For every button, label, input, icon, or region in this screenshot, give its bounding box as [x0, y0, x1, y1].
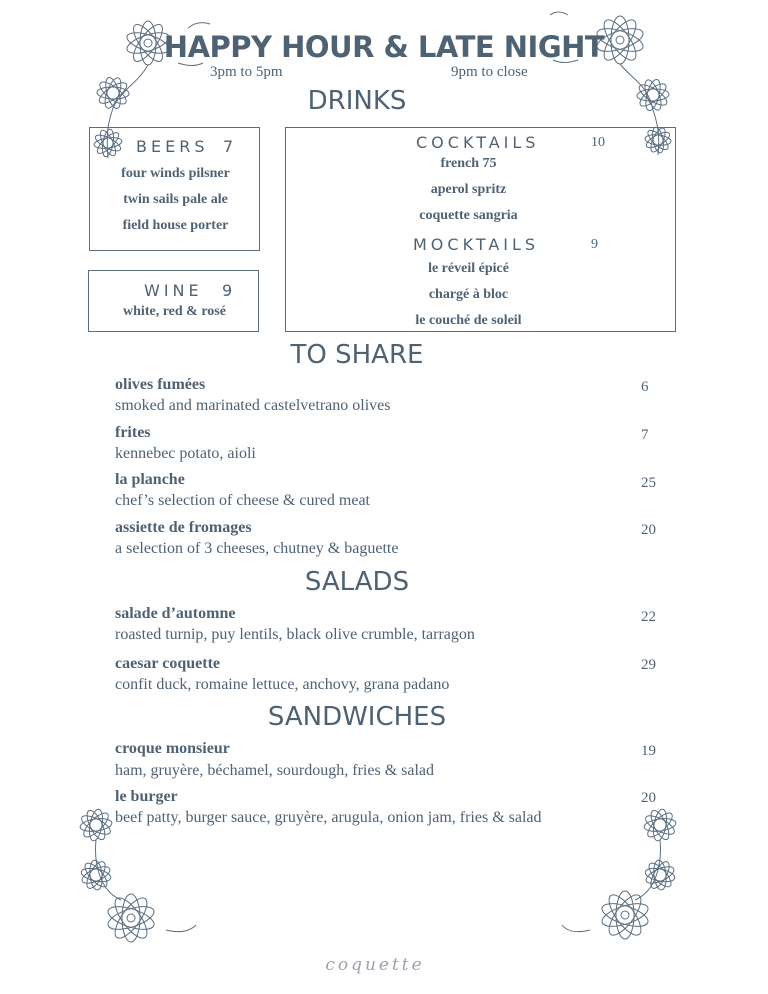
- menu-item-price: 20: [641, 790, 656, 806]
- menu-item-name: salade d’automne: [115, 605, 236, 622]
- menu-item-desc: smoked and marinated castelvetrano olives: [115, 397, 391, 414]
- menu-item-desc: beef patty, burger sauce, gruyère, arugula, onion jam, fries & salad: [115, 809, 542, 826]
- menu-item-price: 25: [641, 475, 656, 491]
- mocktails-label: MOCKTAILS: [413, 235, 540, 254]
- menu-item-name: croque monsieur: [115, 740, 230, 757]
- menu-item-price: 22: [641, 609, 656, 625]
- menu-title: HAPPY HOUR & LATE NIGHT: [163, 30, 605, 64]
- drinks-heading: DRINKS: [307, 86, 407, 116]
- mocktails-price: 9: [591, 237, 598, 252]
- menu-item-desc: kennebec potato, aioli: [115, 445, 256, 462]
- brand-logo: coquette: [325, 955, 425, 975]
- salads-heading: SALADS: [304, 567, 410, 597]
- menu-item-name: frites: [115, 424, 151, 441]
- beers-label: BEERS: [136, 137, 209, 156]
- floral-corner-bottom-right: [560, 800, 695, 965]
- mocktail-item: le couché de soleil: [415, 313, 522, 328]
- late-night-time: 9pm to close: [451, 64, 528, 80]
- mocktail-item: chargé à bloc: [428, 287, 509, 302]
- menu-item-price: 29: [641, 657, 656, 673]
- wine-label: WINE: [144, 281, 203, 300]
- to-share-heading: TO SHARE: [290, 340, 424, 370]
- menu-item-desc: a selection of 3 cheeses, chutney & baguette: [115, 540, 399, 557]
- wine-price: 9: [222, 281, 237, 300]
- menu-item-price: 19: [641, 743, 656, 759]
- menu-item-name: olives fumées: [115, 376, 206, 393]
- cocktail-item: coquette sangria: [419, 208, 518, 223]
- menu-item-name: caesar coquette: [115, 655, 220, 672]
- cocktails-price: 10: [591, 135, 605, 150]
- menu-item-price: 6: [641, 379, 649, 395]
- beer-item: four winds pilsner: [121, 166, 230, 181]
- menu-item-desc: ham, gruyère, béchamel, sourdough, fries & salad: [115, 762, 435, 779]
- menu-item-desc: confit duck, romaine lettuce, anchovy, grana padano: [115, 676, 450, 693]
- happy-hour-time: 3pm to 5pm: [210, 64, 283, 80]
- mocktail-item: le réveil épicé: [428, 261, 509, 276]
- wine-box: [88, 270, 259, 332]
- menu-item-name: assiette de fromages: [115, 519, 252, 536]
- menu-item-desc: roasted turnip, puy lentils, black olive crumble, tarragon: [115, 626, 475, 643]
- menu-item-desc: chef’s selection of cheese & cured meat: [115, 492, 370, 509]
- cocktails-label: COCKTAILS: [416, 133, 540, 152]
- wine-item: white, red & rosé: [123, 304, 226, 319]
- menu-item-price: 20: [641, 522, 656, 538]
- beer-item: field house porter: [122, 218, 229, 233]
- cocktail-item: french 75: [440, 156, 497, 171]
- sandwiches-heading: SANDWICHES: [267, 702, 447, 732]
- beers-price: 7: [223, 137, 238, 156]
- cocktail-item: aperol spritz: [430, 182, 507, 197]
- menu-item-price: 7: [641, 427, 649, 443]
- beers-box: [89, 127, 260, 251]
- menu-item-name: la planche: [115, 471, 185, 488]
- cocktails-box: [285, 127, 676, 332]
- beer-item: twin sails pale ale: [123, 192, 228, 207]
- menu-item-name: le burger: [115, 788, 178, 805]
